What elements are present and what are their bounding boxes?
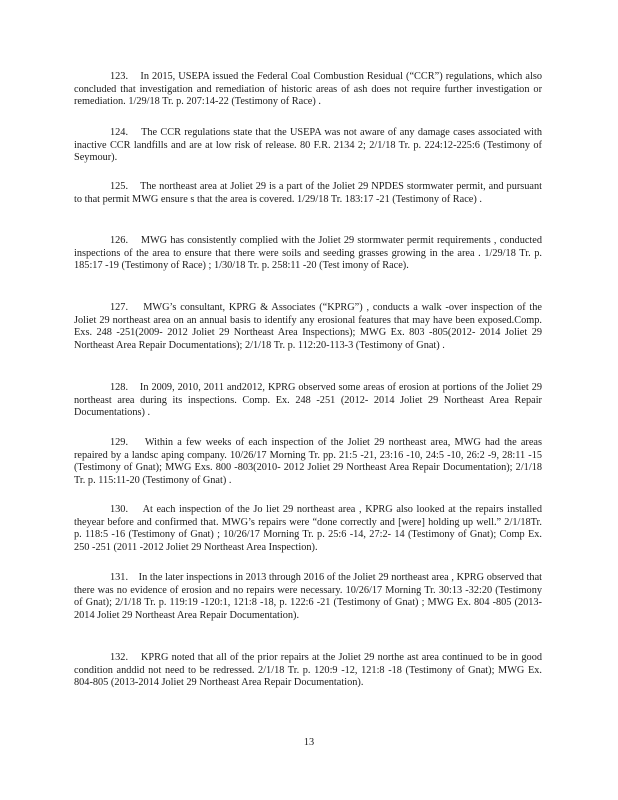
paragraph-131: [74, 572, 542, 622]
paragraph-124: [74, 127, 542, 165]
paragraph-text: In 2009, 2010, 2011 and2012, KPRG observed some areas of erosion at portions of the Joliet 29 northeast area during its inspections. Comp. Ex. 248 -251 (2012- 2014 Joliet 29 Northeast Area Repair Documentations) .: [74, 382, 542, 419]
paragraph-text: The CCR regulations state that the USEPA was not aware of any damage cases associated with inactive CCR landfills and are at low risk of release. 80 F.R. 2134 2; 2/1/18 Tr. p. 224:12-225:6 (Testimony of Seymour).: [74, 127, 543, 164]
paragraph-number: 131.: [110, 572, 129, 583]
paragraph-text: At each inspection of the Jo liet 29 northeast area , KPRG also looked at the repairs installed theyear before and confirmed that. MWG’s repairs were “done correctly and [were] holding up well.” 2/1/18Tr. p. 118:5 -16 (Testimony of Gnat) ; 10/26/17 Morning Tr. p. 25:6 -14, 27:2- 14 (Testimony of Gnat); Comp Ex. 250 -251 (2011 -2012 Joliet 29 Northeast Area Inspection).: [74, 504, 543, 553]
paragraph-text: MWG’s consultant, KPRG & Associates (“KPRG”) , conducts a walk -over inspection of the Joliet 29 northeast area on an annual basis to identify any erosional features that may have been exposed.Comp. Exs. 248 -251(2009- 2012 Joliet 29 Northeast Area Inspections); MWG Ex. 803 -805(2012- 2014 Joliet 29 Northeast Area Repair Documentations); 2/1/18 Tr. p. 112:20-113-3 (Testimony of Gnat) .: [74, 302, 543, 351]
paragraph-number: 126.: [110, 235, 129, 246]
paragraph-126: [74, 235, 542, 273]
paragraph-number: 127.: [110, 302, 129, 313]
paragraph-number: 129.: [110, 437, 129, 448]
paragraph-127: [74, 302, 542, 352]
paragraph-123: [74, 71, 542, 109]
paragraph-text: Within a few weeks of each inspection of the Joliet 29 northeast area, MWG had the areas repaired by a landsc aping company. 10/26/17 Morning Tr. pp. 21:5 -21, 23:16 -10, 24:5 -10, 26:2 -9, 28:11 -15 (Testimony of Gnat); MWG Exs. 800 -803(2010- 2012 Joliet 29 Northeast Area Repair Documentation); 2/1/18 Tr. p. 115:11-20 (Testimony of Gnat) .: [74, 437, 543, 486]
paragraph-text: In 2015, USEPA issued the Federal Coal Combustion Residual (“CCR”) regulations, which also concluded that investigation and remediation of historic areas of ash does not require further investigation or remediation. 1/29/18 Tr. p. 207:14-22 (Testimony of Race) .: [74, 71, 542, 108]
paragraph-text: KPRG noted that all of the prior repairs at the Joliet 29 northe ast area continued to be in good condition anddid not need to be redressed. 2/1/18 Tr. p. 120:9 -12, 121:8 -18 (Testimony of Gnat); MWG Ex. 804-805 (2013-2014 Joliet 29 Northeast Area Repair Documentation).: [74, 652, 543, 689]
paragraph-number: 125.: [110, 181, 129, 192]
paragraph-text: The northeast area at Joliet 29 is a part of the Joliet 29 NPDES stormwater permit, and pursuant to that permit MWG ensure s that the area is covered. 1/29/18 Tr. 183:17 -21 (Testimony of Race) .: [74, 181, 543, 205]
paragraph-number: 123.: [110, 71, 129, 82]
paragraph-128: [74, 382, 542, 420]
page-number: 13: [303, 737, 315, 748]
paragraph-129: [74, 437, 542, 487]
paragraph-number: 130.: [110, 504, 129, 515]
paragraph-130: [74, 504, 542, 554]
paragraph-number: 128.: [110, 382, 129, 393]
paragraph-text: In the later inspections in 2013 through 2016 of the Joliet 29 northeast area , KPRG observed that there was no evidence of erosion and no repairs were necessary. 10/26/17 Morning Tr. 30:13 -32:20 (Testimony of Gnat); 2/1/18 Tr. p. 119:19 -120:1, 121:8 -18, p. 122:6 -21 (Testimony of Gnat) ; MWG Ex. 804 -805 (2013- 2014 Joliet 29 Northeast Area Repair Documentation).: [74, 572, 542, 621]
paragraph-125: [74, 181, 542, 206]
paragraph-number: 124.: [110, 127, 129, 138]
paragraph-text: MWG has consistently complied with the Joliet 29 stormwater permit requirements , conducted inspections of the area to ensure that there were soils and seeding grasses growing in the area . 1/29/18 Tr. p. 185:17 -19 (Testimony of Race) ; 1/30/18 Tr. p. 258:11 -20 (Test imony of Race).: [74, 235, 543, 272]
paragraph-132: [74, 652, 542, 690]
paragraph-number: 132.: [110, 652, 129, 663]
